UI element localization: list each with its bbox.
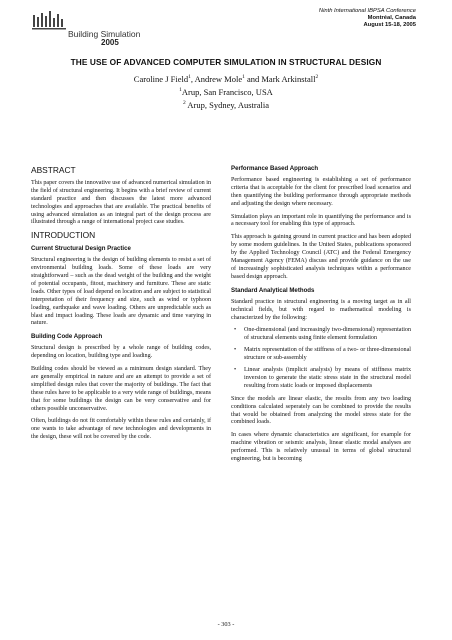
performance-paragraph: Simulation plays an important role in quantifying the performance and is a necessary tool for enabling this type of approach.: [231, 213, 411, 228]
bullet-item: [231, 367, 411, 391]
code-approach-heading: Building Code Approach: [31, 333, 103, 341]
right-column: [231, 165, 411, 469]
left-column: [31, 165, 211, 447]
code-approach-paragraph: Often, buildings do not fit comfortably within these rules and certainly, if one wants to take advantage of new technologies and developments in the design, these will not be covered by the code.: [31, 418, 211, 441]
author-name: Caroline J Field: [133, 73, 189, 84]
affiliation-line: [0, 98, 452, 111]
abstract-text: This paper covers the innovative use of advanced numerical simulation in the field of structural engineering. It begins with a brief review of current standard practice and then discusses the latest more advanced technologies and approaches that are available. The practical benefits of using advanced simulation as an integral part of the design process are illustrated through a range of international project case studies.: [31, 179, 211, 226]
code-approach-paragraph: Structural design is prescribed by a whole range of building codes, depending on location, building type and loading.: [31, 345, 211, 360]
author-affiliation-mark: 1: [188, 74, 191, 80]
code-approach-paragraph: Building codes should be viewed as a minimum design standard. They are generally empirical in nature and are an attempt to provide a set of simplified design rules that cover the majority of buildings. The fact that these rules have to be applicable to a very wide range of buildings, means that for some buildings the design can be very conservative and for others possible unconservative.: [31, 366, 211, 412]
author-affiliation-mark: 2: [315, 74, 319, 80]
current-practice-paragraph: Structural engineering is the design of building elements to resist a set of environmental building loads. Some of these loads are very straightforward – such as the dead weight of the building and the weight of potential occupants, fitout, machinery and furniture. These are static loads. Other types of load depend on location and are subject to statistical interpretation of their frequency and size, such as wind or typhoon loading, earthquake and wave loading. Others are unpredictable such as blast and impact loading. These loads are dynamic and time varying in nature.: [31, 257, 211, 327]
conference-location: Montréal, Canada: [367, 15, 416, 21]
conference-dates: August 15-18, 2005: [363, 22, 416, 28]
bullet-text: Matrix representation of the stiffness of a two- or three-dimensional structure or sub-assembly: [244, 347, 411, 362]
methods-heading: Standard Analytical Methods: [231, 286, 315, 294]
page-number: - 303 -: [217, 621, 235, 628]
conference-logo: [32, 9, 152, 49]
bullet-icon: •: [234, 347, 237, 354]
conference-info: [319, 8, 416, 29]
paper-title: THE USE OF ADVANCED COMPUTER SIMULATION IN STRUCTURAL DESIGN: [70, 57, 382, 67]
affiliation-number: 1: [179, 86, 182, 93]
introduction-heading: INTRODUCTION: [31, 230, 96, 241]
affiliation-number: 2: [182, 99, 186, 106]
methods-paragraph: In cases where dynamic characteristics are significant, for example for machine vibration or seismic analysis, linear elastic modal analyses are performed. This is relatively unusual in terms of global structural engineering, but is becoming: [231, 432, 411, 463]
performance-paragraph: Performance based engineering is establishing a set of performance criteria that is acceptable for the client for prescribed load scenarios and then quantifying the building performance through appropriate methods and adjusting the design where necessary.: [231, 176, 411, 207]
bullet-text: Linear analysis (implicit analysis) by means of stiffness matrix inversion to generate the static stress state in the structural model resulting from static loads or imposed displacements: [244, 367, 411, 389]
logo-graphic: [32, 11, 72, 35]
bullet-icon: •: [234, 367, 237, 374]
performance-heading: Performance Based Approach: [231, 165, 319, 172]
bullet-icon: •: [234, 327, 237, 334]
affiliation-line: [0, 85, 452, 98]
conference-name: Ninth International IBPSA Conference: [318, 8, 416, 14]
author-name: Mark Arkinstall: [261, 73, 316, 84]
bullet-text: One-dimensional (and increasingly two-dimensional) representation of structural elements using finite element formulation: [244, 327, 411, 342]
bullet-item: [231, 347, 411, 363]
affiliation-text: Arup, Sydney, Australia: [185, 99, 269, 110]
methods-paragraph: Since the models are linear elastic, the results from any two loading conditions calculated seperately can be combined to provide the results that would be obtained from analyzing the model stress state for the combined loads.: [231, 395, 411, 426]
logo-text: Building Simulation: [68, 29, 141, 39]
performance-paragraph: This approach is gaining ground in current practice and has been adopted by some modern guidelines. In the United States, publications sponsored by the Applied Technology Council (ATC) and the Federal Emergency Management Agency (FEMA) discuss and provide guidance on the use of increasingly sophisticated analysis techniques within a performance based design approach.: [231, 234, 411, 280]
author-affiliation-mark: 1: [242, 74, 245, 80]
bullet-item: [231, 327, 411, 343]
current-practice-heading: Current Structural Design Practice: [31, 245, 131, 253]
author-name: Andrew Mole: [194, 73, 243, 84]
author-block: [0, 72, 452, 110]
author-line: Caroline J Field$^1$, Andrew Mole$^1$ and Mark Arkinstall$^2$: [133, 73, 319, 84]
logo-year: 2005: [101, 38, 119, 47]
affiliation-text: Arup, San Francisco, USA: [181, 86, 273, 97]
methods-paragraph: Standard practice in structural engineering is a moving target as in all technical fields, but with regard to mathematical modeling is characterized by the following:: [231, 298, 411, 321]
methods-bullet-list: [231, 327, 411, 390]
abstract-heading: ABSTRACT: [31, 165, 76, 175]
